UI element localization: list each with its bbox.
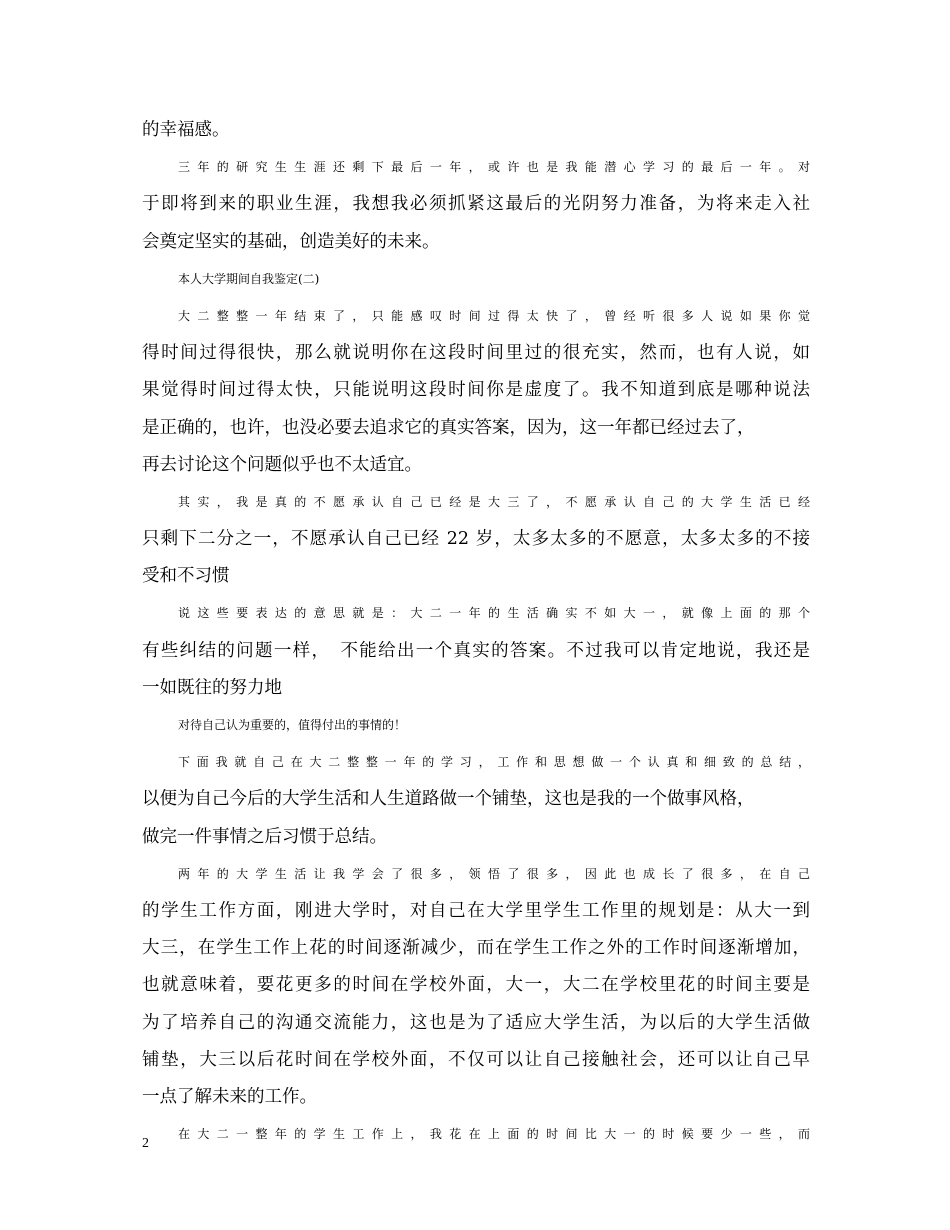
text-line: 做完一件事情之后习惯于总结。 — [142, 826, 387, 847]
text-line: 大三，在学生工作上花的时间逐渐减少，而在学生工作之外的工作时间逐渐增加， — [142, 938, 810, 959]
text-line: 的幸福感。 — [142, 120, 230, 140]
text-line: 果觉得时间过得太快，只能说明这段时间你是虚度了。我不知道到底是哪种说法 — [142, 380, 810, 401]
document-body — [142, 112, 810, 1153]
text-line: 铺垫，大三以后花时间在学校外面，不仅可以让自己接触社会，还可以让自己早 — [142, 1049, 810, 1070]
text-line: 其实，我是真的不愿承认自己已经是大三了，不愿承认自己的大学生活已经 — [178, 494, 810, 509]
text-line: 的学生工作方面，刚进大学时，对自己在大学里学生工作里的规划是：从大一到 — [142, 900, 810, 921]
text-line: 一如既往的努力地 — [142, 677, 282, 698]
text-line: 三年的研究生生涯还剩下最后一年，或许也是我能潜心学习的最后一年。对 — [178, 160, 810, 175]
text-line: 为了培养自己的沟通交流能力，这也是为了适应大学生活，为以后的大学生活做 — [142, 1012, 810, 1033]
page-number: 2 — [142, 1136, 149, 1151]
section-heading: 本人大学期间自我鉴定(二) — [178, 271, 320, 286]
text-line: 在大二一整年的学生工作上，我花在上面的时间比大一的时候要少一些，而 — [178, 1127, 810, 1142]
text-line: 大二整整一年结束了，只能感叹时间过得太快了，曾经听很多人说如果你觉 — [178, 308, 810, 323]
text-line: 也就意味着，要花更多的时间在学校外面，大一，大二在学校里花的时间主要是 — [142, 975, 810, 996]
text-line: 一点了解未来的工作。 — [142, 1086, 317, 1107]
text-line: 受和不习惯 — [142, 566, 230, 587]
text-line: 会奠定坚实的基础，创造美好的未来。 — [142, 231, 440, 252]
text-line: 再去讨论这个问题似乎也不太适宜。 — [142, 454, 422, 475]
text-line: 两年的大学生活让我学会了很多，领悟了很多，因此也成长了很多，在自己 — [178, 866, 810, 881]
text-line: 以便为自己今后的大学生活和人生道路做一个铺垫，这也是我的一个做事风格， — [142, 789, 755, 810]
text-line: 对待自己认为重要的，值得付出的事情的！ — [178, 718, 407, 732]
text-line: 于即将到来的职业生涯，我想我必须抓紧这最后的光阴努力准备，为将来走入社 — [142, 194, 810, 215]
text-line: 得时间过得很快，那么就说明你在这段时间里过的很充实，然而，也有人说，如 — [142, 343, 810, 364]
text-line: 只剩下二分之一，不愿承认自己已经 22 岁，太多太多的不愿意，太多太多的不接 — [142, 529, 810, 550]
text-line: 是正确的，也许，也没必要去追求它的真实答案，因为，这一年都已经过去了， — [142, 417, 755, 438]
text-line: 下面我就自己在大二整整一年的学习，工作和思想做一个认真和细致的总结， — [178, 755, 810, 770]
text-line: 说这些要表达的意思就是：大二一年的生活确实不如大一，就像上面的那个 — [178, 606, 810, 621]
text-line: 有些纠结的问题一样， 不能给出一个真实的答案。不过我可以肯定地说，我还是 — [142, 640, 810, 661]
